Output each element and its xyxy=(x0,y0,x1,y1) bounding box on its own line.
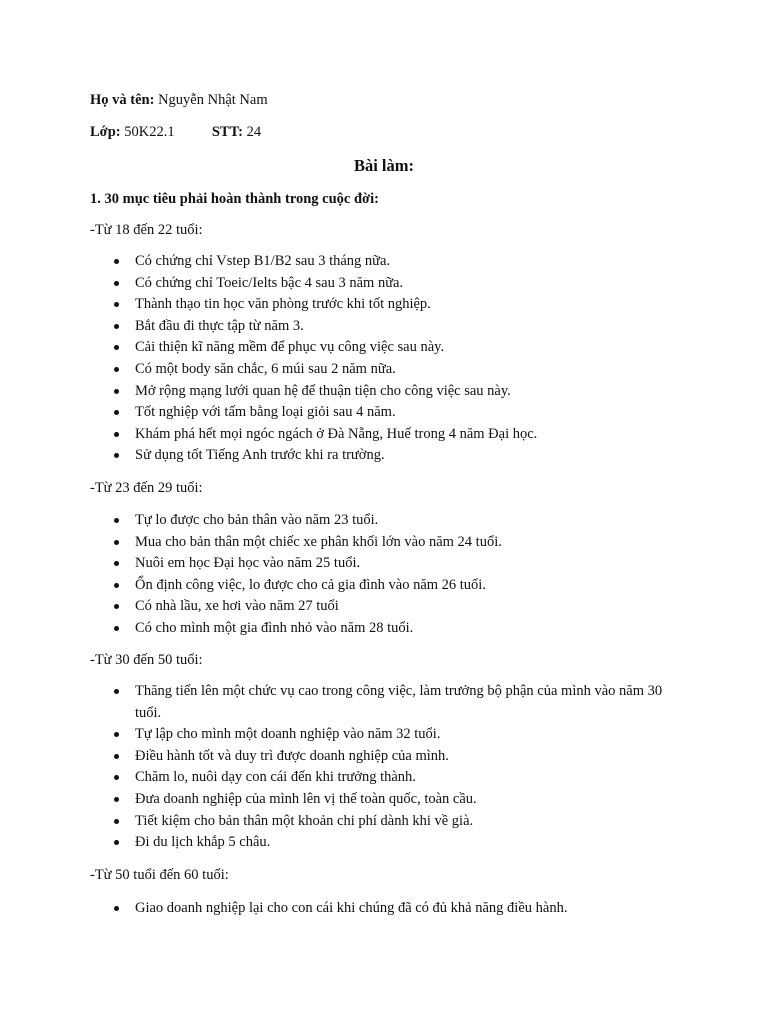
list-item: Có một body săn chắc, 6 múi sau 2 năm nữa. xyxy=(90,359,680,381)
student-name-line xyxy=(90,92,268,109)
group-label-30-50: -Từ 30 đến 50 tuổi: xyxy=(90,652,203,668)
list-item: Cải thiện kĩ năng mềm để phục vụ công việc sau này. xyxy=(90,337,680,359)
list-item: Tốt nghiệp với tấm bằng loại giỏi sau 4 năm. xyxy=(90,402,680,424)
list-item: Tự lo được cho bản thân vào năm 23 tuổi. xyxy=(90,510,680,532)
list-item: Mở rộng mạng lưới quan hệ để thuận tiện cho công việc sau này. xyxy=(90,381,680,403)
list-item: Tiết kiệm cho bản thân một khoản chi phí dành khi về già. xyxy=(90,811,680,833)
goal-list-50-60 xyxy=(90,898,680,920)
list-item: Chăm lo, nuôi dạy con cái đến khi trưởng thành. xyxy=(90,767,680,789)
list-item: Bắt đầu đi thực tập từ năm 3. xyxy=(90,316,680,338)
group-label-50-60: -Từ 50 tuổi đến 60 tuổi: xyxy=(90,867,229,883)
name-value: Nguyễn Nhật Nam xyxy=(158,92,268,108)
list-item: Có chứng chỉ Toeic/Ielts bậc 4 sau 3 năm nữa. xyxy=(90,273,680,295)
section-heading: 1. 30 mục tiêu phải hoàn thành trong cuộc đời: xyxy=(90,191,379,207)
list-item: Có nhà lầu, xe hơi vào năm 27 tuổi xyxy=(90,596,680,618)
list-item: Sử dụng tốt Tiếng Anh trước khi ra trường. xyxy=(90,445,680,467)
class-value: 50K22.1 xyxy=(124,124,175,140)
list-item: Có cho mình một gia đình nhỏ vào năm 28 tuổi. xyxy=(90,618,680,640)
stt-value: 24 xyxy=(246,124,262,140)
list-item: Thành thạo tin học văn phòng trước khi tốt nghiệp. xyxy=(90,294,680,316)
class-label: Lớp: xyxy=(90,124,121,140)
group-label-18-22: -Từ 18 đến 22 tuổi: xyxy=(90,222,203,238)
goal-list-18-22 xyxy=(90,251,680,467)
list-item: Điều hành tốt và duy trì được doanh nghiệp của mình. xyxy=(90,746,680,768)
list-item: Thăng tiến lên một chức vụ cao trong công việc, làm trưởng bộ phận của mình vào năm 30 tuổi. xyxy=(90,681,680,724)
name-label: Họ và tên: xyxy=(90,92,155,108)
list-item: Có chứng chỉ Vstep B1/B2 sau 3 tháng nữa. xyxy=(90,251,680,273)
list-item: Giao doanh nghiệp lại cho con cái khi chúng đã có đủ khả năng điều hành. xyxy=(90,898,680,920)
page-title: Bài làm: xyxy=(353,156,415,175)
list-item: Khám phá hết mọi ngóc ngách ở Đà Nẵng, Huế trong 4 năm Đại học. xyxy=(90,424,680,446)
stt-label: STT: xyxy=(211,124,243,140)
list-item: Mua cho bản thân một chiếc xe phân khối lớn vào năm 24 tuổi. xyxy=(90,532,680,554)
goal-list-30-50 xyxy=(90,681,680,854)
list-item: Nuôi em học Đại học vào năm 25 tuổi. xyxy=(90,553,680,575)
list-item: Tự lập cho mình một doanh nghiệp vào năm 32 tuổi. xyxy=(90,724,680,746)
group-label-23-29: -Từ 23 đến 29 tuổi: xyxy=(90,480,203,496)
list-item: Đi du lịch khắp 5 châu. xyxy=(90,832,680,854)
list-item: Đưa doanh nghiệp của mình lên vị thế toàn quốc, toàn cầu. xyxy=(90,789,680,811)
list-item: Ổn định công việc, lo được cho cả gia đình vào năm 26 tuổi. xyxy=(90,575,680,597)
class-line xyxy=(90,124,261,141)
goal-list-23-29 xyxy=(90,510,680,640)
